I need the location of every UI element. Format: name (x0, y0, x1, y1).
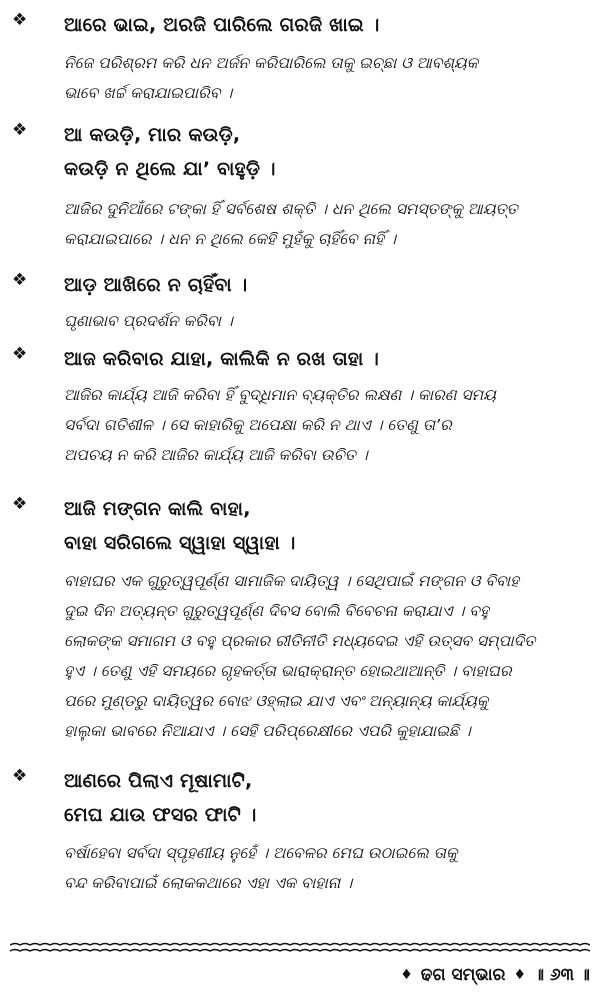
explanation-line: ଆଜିର ଦୁନିଆଁରେ ଟଙ୍କା ହିଁ ସର୍ବଶେଷ ଶକ୍ତି । ଧନ ଥିଲେ ସମସ୍ତଙ୍କୁ ଆୟତ୍ତ (64, 200, 518, 218)
explanation-line: କରାଯାଇପାରେ । ଧନ ନ ଥିଲେ କେହି ମୁହଁକୁ ଚାହିଁବେ ନାହିଁ । (64, 230, 396, 248)
explanation (64, 194, 590, 254)
proverb-line: ବାହା ସରିଗଲେ ସ୍ୱାହା ସ୍ୱାହା । (64, 532, 296, 554)
explanation-line: ଭାବେ ଖର୍ଚ୍ଚ କରାଯାଇପାରିବ । (64, 84, 233, 102)
proverb-line: ମେଘ ଯାଉ ଫସର ଫାଟି । (64, 804, 257, 826)
explanation (64, 838, 590, 898)
proverb (64, 492, 600, 560)
proverb-line: ଆରେ ଭାଇ, ଅରଜି ପାରିଲେ ଗରଜି ଖାଇ । (64, 14, 380, 36)
page-number: ॥ ୬୩ ॥ (534, 965, 590, 985)
bullet-icon: ❖ (12, 344, 28, 364)
explanation (64, 306, 590, 336)
explanation-line: ବନ୍ଦ କରିବାପାଇଁ ଲୋକକଥାରେ ଏହା ଏକ ବାହାନା । (64, 874, 353, 892)
proverb-line: ଆଣରେ ପିଲାଏ ମୂଷାମାଟି, (64, 770, 253, 792)
proverb-line: ଆଜ କରିବାର ଯାହା, କାଲିକି ନ ରଖ ତାହା । (64, 348, 379, 370)
explanation-line: ହୁଏ । ତେଣୁ ଏହି ସମୟରେ ଗୃହକର୍ତ୍ତା ଭାରାକ୍ରାନ୍ତ ହୋଇଥାଆନ୍ତି । ବାହାଘର (64, 662, 512, 680)
proverb (64, 342, 600, 376)
explanation-line: ନିଜେ ପରିଶ୍ରମ କରି ଧନ ଅର୍ଜନ କରିପାରିଲେ ତାକୁ ଇଚ୍ଛା ଓ ଆବଶ୍ୟକ (64, 54, 479, 72)
bullet-icon: ❖ (12, 10, 28, 30)
proverb-entry (0, 342, 600, 470)
proverb-line: କଉଡ଼ି ନ ଥିଲେ ଯା’ ବାହୁଡ଼ି । (64, 158, 276, 180)
proverb (64, 764, 600, 832)
proverb (64, 8, 600, 42)
proverb-entry (0, 492, 600, 746)
diamond-icon: ♦ (400, 967, 413, 983)
explanation-line: ଆଜିର କାର୍ଯ୍ୟ ଆଜି କରିବା ହିଁ ବୁଦ୍ଧିମାନ ବ୍ୟକ୍ତିର ଲକ୍ଷଣ । କାରଣ ସମୟ (64, 386, 496, 404)
book-title: ଢଗ ସମ୍ଭାର (420, 965, 506, 985)
bullet-icon: ❖ (12, 270, 28, 290)
bullet-icon: ❖ (12, 766, 28, 786)
wavy-divider-line (10, 950, 590, 952)
wavy-divider (10, 938, 590, 958)
proverb (64, 268, 600, 302)
explanation-line: ବର୍ଷାହେବା ସର୍ବଦା ସ୍ପୃହଣୀୟ ନୁହେଁ । ଅବେଳର ମେଘ ଉଠାଇଲେ ତାକୁ (64, 844, 458, 862)
proverb-entry (0, 118, 600, 254)
proverb-line: ଆଜି ମଙ୍ଗନ କାଲି ବାହା, (64, 498, 251, 520)
explanation-line: ହାଲୁକା ଭାବରେ ନିଆଯାଏ । ସେହି ପରିପ୍ରେକ୍ଷୀରେ ଏପରି କୁହାଯାଇଛି । (64, 722, 471, 740)
explanation (64, 48, 590, 108)
explanation-line: ପରେ ମୁଣ୍ଡରୁ ଦାୟିତ୍ୱର ବୋଝ ଓହ୍ଲାଇ ଯାଏ ଏବଂ ଅନ୍ୟାନ୍ୟ କାର୍ଯ୍ୟକୁ (64, 692, 489, 710)
explanation-line: ବାହାଘର ଏକ ଗୁରୁତ୍ୱପୂର୍ଣ୍ଣ ସାମାଜିକ ଦାୟିତ୍ୱ । ସେଥିପାଇଁ ମଙ୍ଗନ ଓ ବିବାହ (64, 572, 520, 590)
proverb-line: ଆଡ଼ ଆଖିରେ ନ ଚାହିଁବା । (64, 274, 248, 296)
proverb-line: ଆ କଉଡ଼ି, ମାର କଉଡ଼ି, (64, 124, 241, 146)
page-footer (400, 962, 590, 988)
proverb-entry (0, 268, 600, 336)
explanation-line: ସର୍ବଦା ଗତିଶୀଳ । ସେ କାହାରିକୁ ଅପେକ୍ଷା କରି ନ ଥାଏ । ତେଣୁ ତା’ର (64, 416, 452, 434)
wavy-divider-line (10, 944, 590, 946)
explanation-line: ଦୁଇ ଦିନ ଅତ୍ୟନ୍ତ ଗୁରୁତ୍ୱପୂର୍ଣ୍ଣ ଦିବସ ବୋଲି ବିବେଚନା କରାଯାଏ । ବହୁ (64, 602, 489, 620)
explanation-line: ଲୋକଙ୍କ ସମାଗମ ଓ ବହୁ ପ୍ରକାର ରୀତିନୀତି ମଧ୍ୟଦେଇ ଏହି ଉତ୍ସବ ସମ୍ପାଦିତ (64, 632, 536, 650)
bullet-icon: ❖ (12, 120, 28, 140)
explanation-line: ଅପଚୟ ନ କରି ଆଜିର କାର୍ଯ୍ୟ ଆଜି କରିବା ଉଚିତ । (64, 446, 368, 464)
proverb (64, 118, 600, 186)
explanation-line: ଘୃଣାଭାବ ପ୍ରଦର୍ଶନ କରିବା । (64, 312, 233, 330)
diamond-icon: ♦ (513, 967, 527, 983)
proverb-entry (0, 764, 600, 898)
explanation (64, 566, 590, 746)
bullet-icon: ❖ (12, 494, 28, 514)
proverb-entry (0, 8, 600, 108)
explanation (64, 380, 590, 470)
